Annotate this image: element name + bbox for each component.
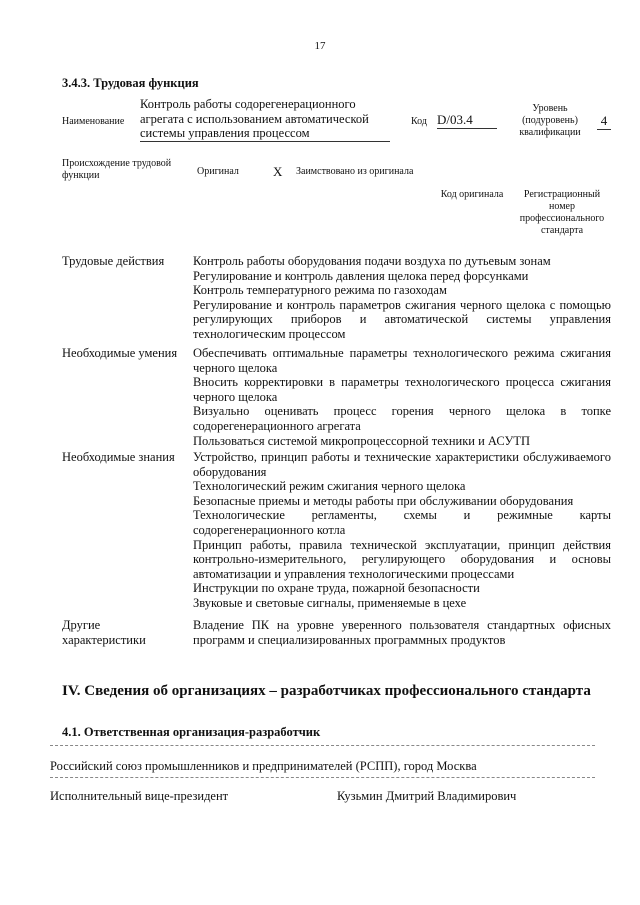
original-mark: X — [273, 164, 283, 179]
section-iv-title: IV. Сведения об организациях – разработчиках профессионального стандарта — [62, 683, 591, 699]
origin-label: Происхождение трудовой функции — [62, 158, 172, 181]
list-item: Звуковые и световые сигналы, применяемые в цехе — [193, 595, 467, 610]
subsection-title: 4.1. Ответственная организация-разработчик — [62, 725, 321, 739]
level-value: 4 — [597, 113, 611, 130]
actions-list — [193, 254, 611, 342]
list-item: Технологический режим сжигания черного щелока — [193, 479, 466, 494]
page-number: 17 — [314, 40, 326, 52]
list-item: Инструкции по охране труда, пожарной безопасности — [193, 581, 480, 596]
row-label-other: Другие характеристики — [62, 618, 146, 647]
list-item: Контроль температурного режима по газоходам — [193, 283, 447, 298]
level-label: Уровень (подуровень) квалификации — [519, 103, 581, 138]
list-item: Пользоваться системой микропроцессорной техники и АСУТП — [193, 433, 531, 448]
list-item: Устройство, принцип работы и технические характеристики обслуживаемого оборудования — [193, 450, 611, 479]
original-label: Оригинал — [197, 166, 239, 177]
list-item: Вносить корректировки в параметры технологического процесса сжигания черного щелока — [193, 375, 611, 404]
list-item: Регулирование и контроль давления щелока перед форсунками — [193, 268, 529, 283]
signatory-name: Кузьмин Дмитрий Владимирович — [337, 789, 517, 803]
organization-name: Российский союз промышленников и предпринимателей (РСПП), город Москва — [50, 759, 477, 773]
row-label-actions: Трудовые действия — [62, 254, 165, 268]
divider — [50, 777, 595, 778]
code-value: D/03.4 — [437, 112, 497, 129]
signatory-position: Исполнительный вице-президент — [50, 789, 229, 803]
section-title: 3.4.3. Трудовая функция — [62, 76, 199, 90]
row-label-skills: Необходимые умения — [62, 346, 178, 360]
list-item: Безопасные приемы и методы работы при обслуживании оборудования — [193, 493, 574, 508]
list-item: Визуально оценивать процесс горения черного щелока в топке содорегенерационного агрегата — [193, 404, 611, 433]
skills-list — [193, 346, 611, 448]
borrowed-label: Заимствовано из оригинала — [296, 166, 414, 177]
name-label: Наименование — [62, 116, 125, 127]
code-original-label: Код оригинала — [440, 189, 504, 200]
reg-number-label: Регистрационный номер профессионального стандарта — [519, 189, 605, 236]
list-item: Регулирование и контроль параметров сжигания черного щелока с помощью регулирующих приборов и автоматической системы управления технологическим процессом — [193, 297, 611, 341]
list-item: Владение ПК на уровне уверенного пользователя стандартных офисных программ и специализированных программных продуктов — [193, 618, 611, 647]
list-item: Обеспечивать оптимальные параметры технологического режима сжигания черного щелока — [193, 346, 611, 375]
function-name: Контроль работы содорегенерационного агрегата с использованием автоматической системы управления процессом — [140, 97, 390, 142]
code-label: Код — [411, 116, 427, 127]
list-item: Технологические регламенты, схемы и режимные карты содорегенерационного котла — [193, 508, 611, 537]
row-label-knowledge: Необходимые знания — [62, 450, 175, 464]
list-item: Принцип работы, правила технической эксплуатации, принцип действия контрольно-измерительного, регулирующего оборудования и основы автоматизации и управления технологическими процессами — [193, 537, 611, 581]
list-item: Контроль работы оборудования подачи воздуха по дутьевым зонам — [193, 254, 551, 268]
divider — [50, 745, 595, 746]
other-list — [193, 618, 611, 647]
knowledge-list — [193, 450, 611, 611]
